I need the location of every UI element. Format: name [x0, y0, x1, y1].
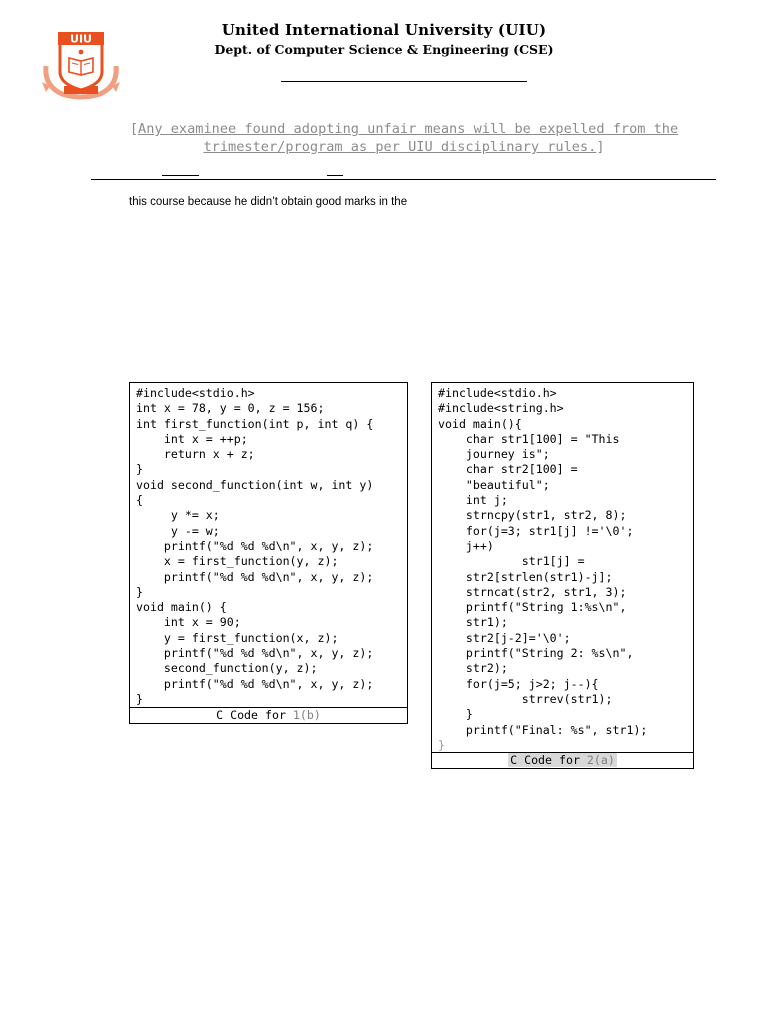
code-line: "beautiful";: [465, 477, 550, 492]
logo-text: UIU: [70, 32, 92, 46]
section-divider: [91, 179, 716, 180]
code-line: }: [136, 584, 143, 599]
code-block-2a: [431, 382, 694, 769]
code-listing: [432, 383, 693, 753]
code-line: #include<stdio.h>: [438, 386, 557, 400]
caption-prefix: C Code for: [510, 753, 587, 767]
code-caption: [130, 707, 407, 723]
code-caption: [432, 752, 693, 768]
code-line: }: [438, 737, 445, 752]
code-line: int x = ++p;: [163, 431, 248, 446]
code-line: }: [465, 707, 473, 722]
code-line: printf("String 1:%s\n",: [465, 600, 627, 615]
code-line: x = first_function(y, z);: [163, 554, 339, 569]
code-line: return x + z;: [163, 447, 255, 462]
code-line: str2[j-2]='\0';: [465, 630, 571, 645]
code-line: void main(){: [438, 416, 522, 431]
code-line: strrev(str1);: [521, 691, 613, 706]
notice-text: Any examinee found adopting unfair means will be expelled from the trimester/program as per UIU disciplinary rules.: [138, 121, 679, 155]
blank-line: [327, 175, 343, 176]
code-line: y *= x;: [170, 508, 220, 523]
code-line: printf("%d %d %d\n", x, y, z);: [163, 646, 374, 661]
code-line: char str2[100] =: [465, 462, 578, 477]
caption-prefix: C Code for: [216, 708, 293, 722]
code-line: #include<string.h>: [438, 401, 564, 416]
code-line: }: [136, 462, 143, 477]
title-blank-line: [281, 81, 527, 82]
code-block-1b: [129, 382, 408, 724]
code-line: void main() {: [136, 600, 227, 615]
code-line: j++): [465, 538, 494, 553]
code-line: strncat(str2, str1, 3);: [465, 584, 627, 599]
code-line: printf("%d %d %d\n", x, y, z);: [163, 538, 374, 553]
code-line: journey is";: [465, 447, 550, 462]
code-line: int x = 78, y = 0, z = 156;: [136, 401, 325, 416]
code-line: int first_function(int p, int q) {: [136, 416, 374, 431]
code-line: printf("Final: %s", str1);: [465, 722, 648, 737]
code-line: #include<stdio.h>: [136, 386, 255, 400]
code-line: int j;: [465, 493, 508, 508]
code-line: for(j=5; j>2; j--){: [465, 676, 599, 691]
question-text: this course because he didn’t obtain good marks in the: [129, 196, 408, 208]
code-line: str1);: [465, 615, 508, 630]
caption-reference: 2(a): [586, 753, 615, 767]
code-line: str2[strlen(str1)-j];: [465, 569, 613, 584]
code-listing: [130, 383, 407, 707]
code-line: str1[j] =: [521, 554, 585, 569]
exam-notice: [100, 120, 708, 156]
university-name: United International University (UIU): [221, 21, 547, 39]
code-line: y -= w;: [170, 523, 220, 538]
notice-close-bracket: ]: [596, 139, 605, 155]
code-line: printf("%d %d %d\n", x, y, z);: [163, 569, 374, 584]
code-line: y = first_function(x, z);: [163, 630, 339, 645]
code-line: second_function(y, z);: [163, 661, 318, 676]
code-line: {: [136, 493, 143, 508]
notice-open-bracket: [: [129, 121, 139, 137]
code-line: }: [136, 691, 143, 706]
code-line: for(j=3; str1[j] !='\0';: [465, 523, 634, 538]
code-line: void second_function(int w, int y): [136, 477, 374, 492]
code-line: strncpy(str1, str2, 8);: [465, 508, 627, 523]
code-line: int x = 90;: [163, 615, 241, 630]
blank-line: [162, 175, 199, 176]
caption-reference: 1(b): [292, 708, 321, 722]
code-line: printf("%d %d %d\n", x, y, z);: [163, 676, 374, 691]
code-line: str2);: [465, 661, 508, 676]
code-line: char str1[100] = "This: [465, 431, 620, 446]
department-name: Dept. of Computer Science & Engineering (CSE): [214, 42, 554, 57]
code-line: printf("String 2: %s\n",: [465, 646, 634, 661]
